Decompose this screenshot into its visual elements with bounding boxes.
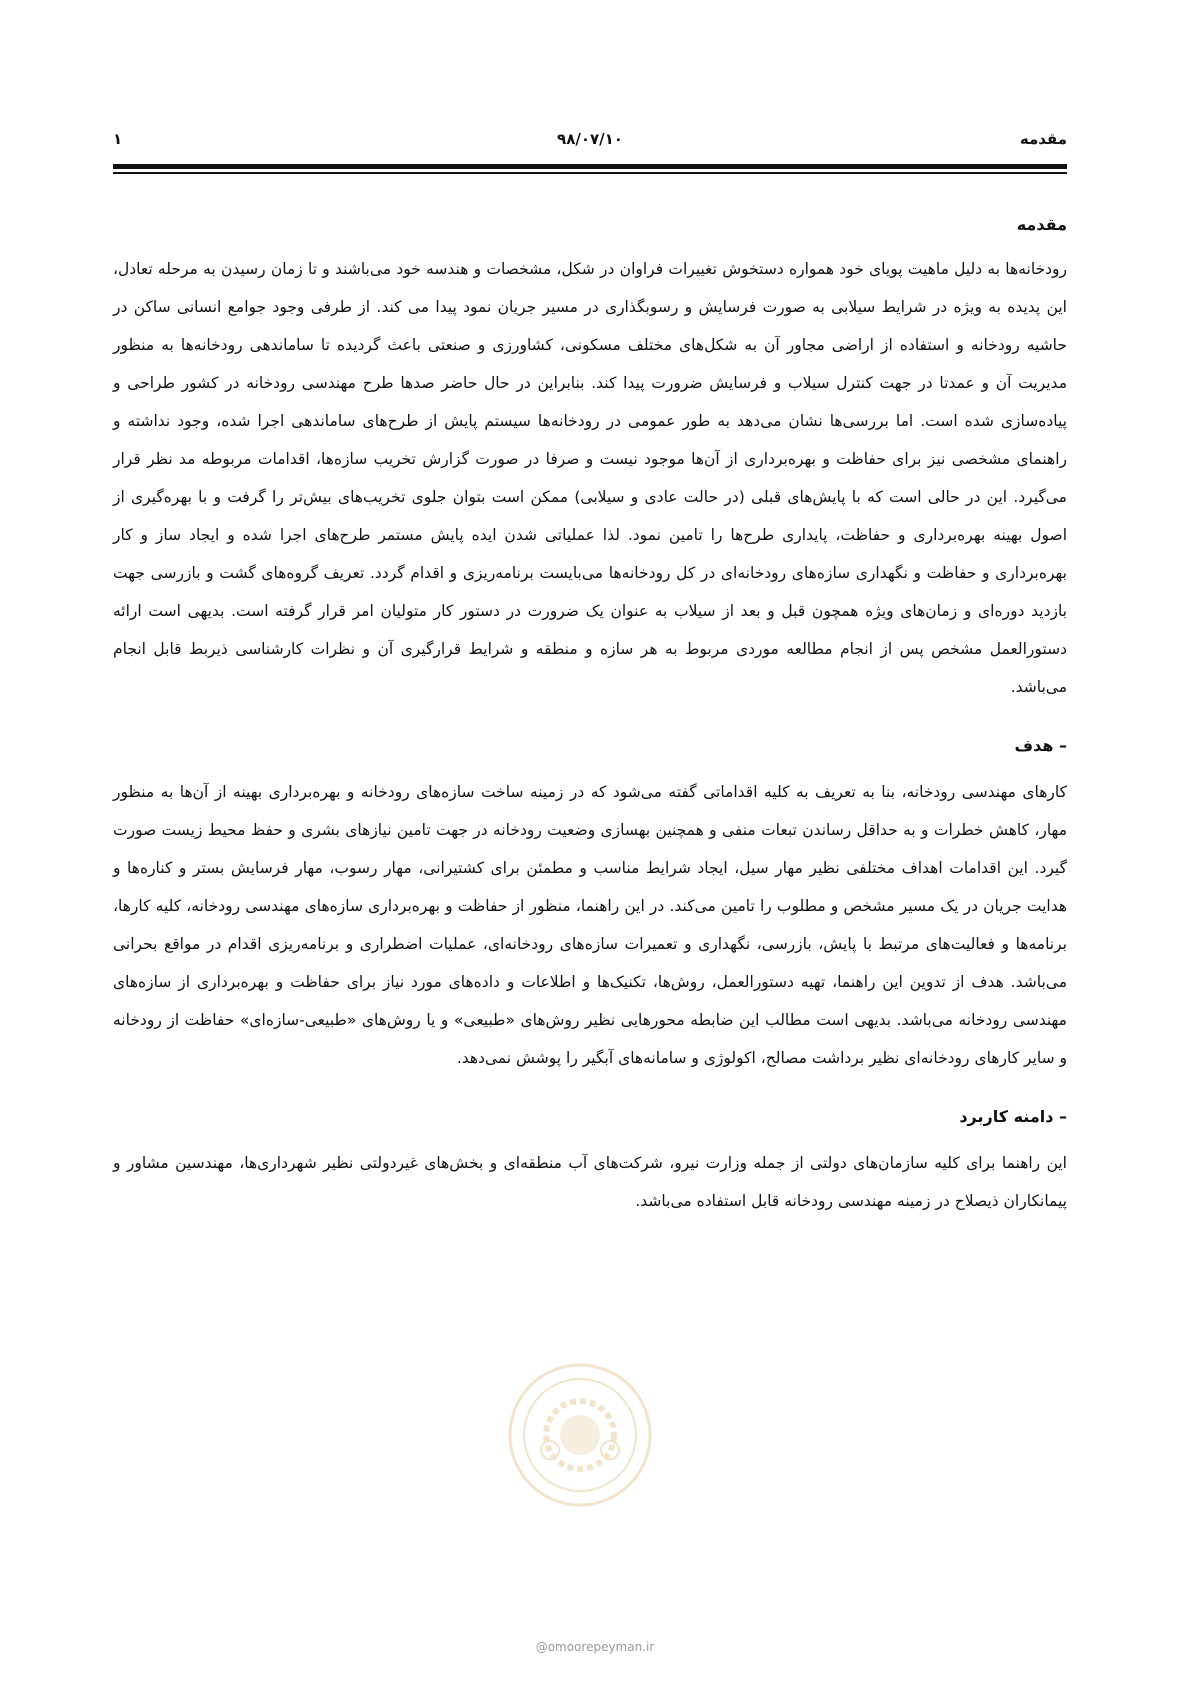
intro-paragraph: رودخانه‌ها به دلیل ماهیت پویای خود همواره دستخوش تغییرات فراوان در شکل، مشخصات و هندسه خود می‌باشند و تا زمان رسیدن به مرحله تعادل، این پدیده به ویژه در شرایط سیلابی به صورت فرسایش و رسوبگذاری در مسیر جریان نمود پیدا می کند. از طرفی وجود جوامع انسانی ساکن در حاشیه رودخانه و استفاده از اراضی مجاور آن به شکل‌های مختلف مسکونی، کشاورزی و صنعتی باعث گردیده تا ساماندهی رودخانه‌ها به منظور مدیریت آن و عمدتا در جهت کنترل سیلاب و فرسایش ضرورت پیدا کند. بنابراین در حال حاضر صدها طرح مهندسی رودخانه در کشور طراحی و پیاده‌سازی شده است. اما بررسی‌ها نشان می‌دهد به طور عمومی در رودخانه‌ها سیستم پایش از طرح‌های ساماندهی اجرا شده، وجود نداشته و راهنمای مشخصی نیز برای حفاظت و بهره‌برداری از آن‌ها موجود نیست و صرفا در صورت گزارش تخریب سازه‌ها، اقدامات مربوطه مد نظر قرار می‌گیرد. این در حالی است که با پایش‌های قبلی (در حالت عادی و سیلابی) ممکن است بتوان جلوی تخریب‌های بیش‌تر را گرفت و با بهره‌گیری از اصول بهینه بهره‌برداری و حفاظت، پایداری طرح‌ها را تامین نمود. لذا عملیاتی شدن ایده پایش مستمر طرح‌های اجرا شده و ایجاد ساز و کار بهره‌برداری و حفاظت و نگهداری سازه‌های رودخانه‌ای در کل رودخانه‌ها می‌بایست برنامه‌ریزی و اقدام گردد. تعریف گروه‌های گشت و بازرسی جهت بازدید دوره‌ای و زمان‌های ویژه همچون قبل و بعد از سیلاب به عنوان یک ضرورت در دستور کار متولیان امر قرار گرفته است. بدیهی است ارائه دستورالعمل مشخص پس از انجام مطالعه موردی مربوط به هر سازه و منطقه و شرایط قرارگیری آن و نظرات کارشناسی ذیربط قابل انجام می‌باشد. bbox=[113, 260, 1067, 696]
page-header bbox=[113, 130, 1067, 154]
header-section-title: مقدمه bbox=[1019, 130, 1067, 148]
scope-heading: – دامنه کاربرد bbox=[959, 1107, 1067, 1126]
header-rule-thick bbox=[113, 164, 1067, 169]
goal-heading: – هدف bbox=[1014, 736, 1067, 755]
document-body bbox=[113, 215, 1067, 1220]
header-rule-thin bbox=[113, 172, 1067, 174]
scope-paragraph: این راهنما برای کلیه سازمان‌های دولتی از جمله وزارت نیرو، شرکت‌های آب منطقه‌ای و بخش‌های غیردولتی نظیر شهرداری‌ها، مهندسین مشاور و پیمانکاران ذیصلاح در زمینه مهندسی رودخانه قابل استفاده می‌باشد. bbox=[113, 1154, 1067, 1210]
goal-paragraph: کارهای مهندسی رودخانه، بنا به تعریف به کلیه اقداماتی گفته می‌شود که در زمینه ساخت سازه‌های رودخانه و بهره‌برداری بهینه از آن‌ها به منظور مهار، کاهش خطرات و به حداقل رساندن تبعات منفی و همچنین بهسازی وضعیت رودخانه در جهت تامین نیازهای بشری و حفظ محیط زیست صورت گیرد. این اقدامات اهداف مختلفی نظیر مهار سیل، ایجاد شرایط مناسب و مطمئن برای کشتیرانی، مهار رسوب، مهار فرسایش بستر و کناره‌ها و هدایت جریان در یک مسیر مشخص و مطلوب را تامین می‌کند. در این راهنما، منظور از حفاظت و بهره‌برداری سازه‌های مهندسی رودخانه، کلیه کارها، برنامه‌ها و فعالیت‌های مرتبط با پایش، بازرسی، نگهداری و تعمیرات سازه‌های رودخانه‌ای، عملیات اضطراری و برنامه‌ریزی اقدام در مواقع بحرانی می‌باشد. هدف از تدوین این راهنما، تهیه دستورالعمل، روش‌ها، تکنیک‌ها و اطلاعات و داده‌های مورد نیاز برای حفاظت و بهره‌برداری از سازه‌های مهندسی رودخانه می‌باشد. بدیهی است مطالب این ضابطه محورهایی نظیر روش‌های «طبیعی» و یا روش‌های «طبیعی-سازه‌ای» حفاظت از رودخانه و سایر کارهای رودخانه‌ای نظیر برداشت مصالح، اکولوژی و سامانه‌های آبگیر را پوشش نمی‌دهد. bbox=[113, 783, 1067, 1067]
intro-heading: مقدمه bbox=[1016, 215, 1067, 234]
watermark-url: @omoorepeyman.ir bbox=[535, 1640, 655, 1654]
header-page-number: ۱ bbox=[113, 130, 123, 148]
watermark-seal-icon bbox=[505, 1360, 655, 1510]
header-date: ۹۸/۰۷/۱۰ bbox=[557, 130, 623, 148]
